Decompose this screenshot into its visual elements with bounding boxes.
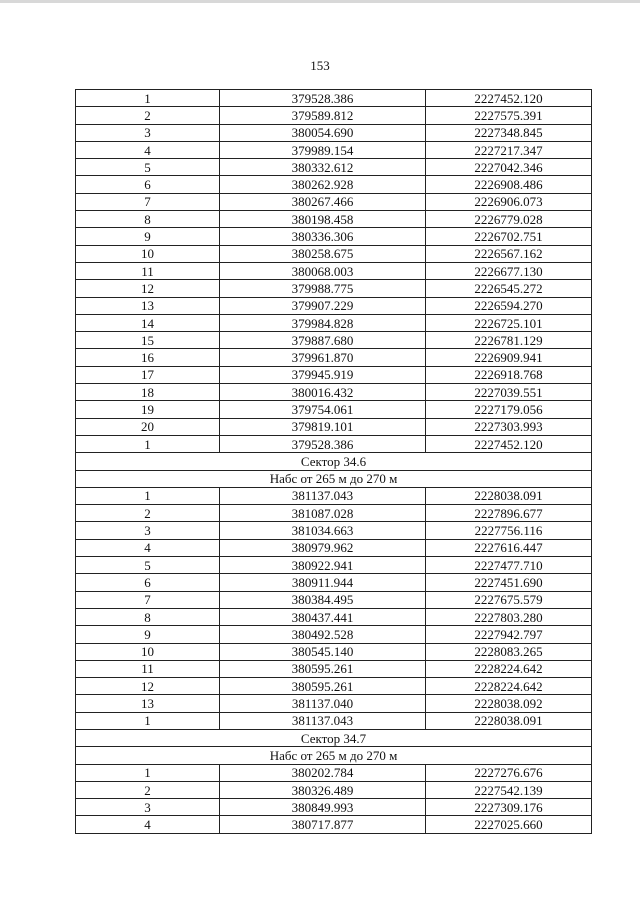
x-coordinate-cell: 379887.680 xyxy=(220,332,426,349)
point-number-cell: 4 xyxy=(76,539,220,556)
coordinates-table xyxy=(75,89,592,834)
x-coordinate-cell: 380922.941 xyxy=(220,557,426,574)
point-number-cell: 6 xyxy=(76,176,220,193)
y-coordinate-cell: 2227675.579 xyxy=(426,591,592,608)
y-coordinate-cell: 2227451.690 xyxy=(426,574,592,591)
table-row xyxy=(76,505,592,522)
x-coordinate-cell: 380068.003 xyxy=(220,262,426,279)
table-row xyxy=(76,297,592,314)
table-row xyxy=(76,418,592,435)
x-coordinate-cell: 380384.495 xyxy=(220,591,426,608)
section-header-row xyxy=(76,729,592,746)
x-coordinate-cell: 380492.528 xyxy=(220,626,426,643)
point-number-cell: 20 xyxy=(76,418,220,435)
x-coordinate-cell: 380437.441 xyxy=(220,608,426,625)
y-coordinate-cell: 2227756.116 xyxy=(426,522,592,539)
point-number-cell: 7 xyxy=(76,591,220,608)
point-number-cell: 8 xyxy=(76,211,220,228)
point-number-cell: 8 xyxy=(76,608,220,625)
table-row xyxy=(76,193,592,210)
page-number: 153 xyxy=(310,58,330,73)
x-coordinate-cell: 380336.306 xyxy=(220,228,426,245)
point-number-cell: 19 xyxy=(76,401,220,418)
point-number-cell: 12 xyxy=(76,280,220,297)
point-number-cell: 7 xyxy=(76,193,220,210)
y-coordinate-cell: 2227303.993 xyxy=(426,418,592,435)
y-coordinate-cell: 2227477.710 xyxy=(426,557,592,574)
table-row xyxy=(76,262,592,279)
y-coordinate-cell: 2227616.447 xyxy=(426,539,592,556)
y-coordinate-cell: 2226779.028 xyxy=(426,211,592,228)
table-row xyxy=(76,435,592,452)
x-coordinate-cell: 380202.784 xyxy=(220,764,426,781)
x-coordinate-cell: 380595.261 xyxy=(220,678,426,695)
x-coordinate-cell: 381087.028 xyxy=(220,505,426,522)
table-row xyxy=(76,816,592,833)
y-coordinate-cell: 2227896.677 xyxy=(426,505,592,522)
y-coordinate-cell: 2227942.797 xyxy=(426,626,592,643)
x-coordinate-cell: 380326.489 xyxy=(220,781,426,798)
section-header-cell: Сектор 34.6 xyxy=(76,453,592,470)
y-coordinate-cell: 2227042.346 xyxy=(426,159,592,176)
x-coordinate-cell: 379907.229 xyxy=(220,297,426,314)
point-number-cell: 9 xyxy=(76,228,220,245)
x-coordinate-cell: 381137.040 xyxy=(220,695,426,712)
y-coordinate-cell: 2227575.391 xyxy=(426,107,592,124)
point-number-cell: 6 xyxy=(76,574,220,591)
table-row xyxy=(76,781,592,798)
point-number-cell: 16 xyxy=(76,349,220,366)
point-number-cell: 11 xyxy=(76,262,220,279)
table-row xyxy=(76,366,592,383)
table-row xyxy=(76,159,592,176)
point-number-cell: 5 xyxy=(76,159,220,176)
table-row xyxy=(76,539,592,556)
x-coordinate-cell: 380911.944 xyxy=(220,574,426,591)
x-coordinate-cell: 379589.812 xyxy=(220,107,426,124)
y-coordinate-cell: 2227348.845 xyxy=(426,124,592,141)
table-row xyxy=(76,591,592,608)
x-coordinate-cell: 380849.993 xyxy=(220,799,426,816)
point-number-cell: 11 xyxy=(76,660,220,677)
table-row xyxy=(76,522,592,539)
table-row xyxy=(76,712,592,729)
x-coordinate-cell: 379528.386 xyxy=(220,435,426,452)
table-row xyxy=(76,695,592,712)
point-number-cell: 1 xyxy=(76,712,220,729)
section-header-row xyxy=(76,453,592,470)
table-row xyxy=(76,211,592,228)
table-row xyxy=(76,401,592,418)
y-coordinate-cell: 2226702.751 xyxy=(426,228,592,245)
y-coordinate-cell: 2227179.056 xyxy=(426,401,592,418)
y-coordinate-cell: 2227276.676 xyxy=(426,764,592,781)
point-number-cell: 2 xyxy=(76,107,220,124)
table-row xyxy=(76,608,592,625)
table-row xyxy=(76,764,592,781)
y-coordinate-cell: 2227803.280 xyxy=(426,608,592,625)
table-row xyxy=(76,626,592,643)
y-coordinate-cell: 2226781.129 xyxy=(426,332,592,349)
table-row xyxy=(76,141,592,158)
x-coordinate-cell: 379754.061 xyxy=(220,401,426,418)
point-number-cell: 18 xyxy=(76,384,220,401)
y-coordinate-cell: 2228038.091 xyxy=(426,487,592,504)
table-row xyxy=(76,90,592,107)
y-coordinate-cell: 2228224.642 xyxy=(426,678,592,695)
x-coordinate-cell: 381137.043 xyxy=(220,487,426,504)
y-coordinate-cell: 2228083.265 xyxy=(426,643,592,660)
point-number-cell: 2 xyxy=(76,505,220,522)
table-row xyxy=(76,245,592,262)
x-coordinate-cell: 380979.962 xyxy=(220,539,426,556)
point-number-cell: 9 xyxy=(76,626,220,643)
x-coordinate-cell: 379988.775 xyxy=(220,280,426,297)
y-coordinate-cell: 2228224.642 xyxy=(426,660,592,677)
point-number-cell: 4 xyxy=(76,141,220,158)
x-coordinate-cell: 379819.101 xyxy=(220,418,426,435)
y-coordinate-cell: 2227452.120 xyxy=(426,435,592,452)
table-row xyxy=(76,660,592,677)
table-row xyxy=(76,176,592,193)
table-row xyxy=(76,314,592,331)
y-coordinate-cell: 2226906.073 xyxy=(426,193,592,210)
x-coordinate-cell: 380267.466 xyxy=(220,193,426,210)
point-number-cell: 1 xyxy=(76,90,220,107)
y-coordinate-cell: 2226918.768 xyxy=(426,366,592,383)
table-row xyxy=(76,557,592,574)
point-number-cell: 2 xyxy=(76,781,220,798)
x-coordinate-cell: 380054.690 xyxy=(220,124,426,141)
point-number-cell: 13 xyxy=(76,695,220,712)
point-number-cell: 14 xyxy=(76,314,220,331)
x-coordinate-cell: 379989.154 xyxy=(220,141,426,158)
table-row xyxy=(76,384,592,401)
table-row xyxy=(76,349,592,366)
coordinates-table-body xyxy=(76,90,592,834)
x-coordinate-cell: 380016.432 xyxy=(220,384,426,401)
y-coordinate-cell: 2226909.941 xyxy=(426,349,592,366)
point-number-cell: 4 xyxy=(76,816,220,833)
point-number-cell: 15 xyxy=(76,332,220,349)
point-number-cell: 3 xyxy=(76,799,220,816)
x-coordinate-cell: 380198.458 xyxy=(220,211,426,228)
x-coordinate-cell: 379528.386 xyxy=(220,90,426,107)
table-row xyxy=(76,678,592,695)
y-coordinate-cell: 2226545.272 xyxy=(426,280,592,297)
x-coordinate-cell: 381034.663 xyxy=(220,522,426,539)
y-coordinate-cell: 2226594.270 xyxy=(426,297,592,314)
section-header-row xyxy=(76,747,592,764)
x-coordinate-cell: 380332.612 xyxy=(220,159,426,176)
y-coordinate-cell: 2227452.120 xyxy=(426,90,592,107)
point-number-cell: 10 xyxy=(76,245,220,262)
table-row xyxy=(76,799,592,816)
section-header-cell: Сектор 34.7 xyxy=(76,729,592,746)
table-row xyxy=(76,643,592,660)
x-coordinate-cell: 379984.828 xyxy=(220,314,426,331)
x-coordinate-cell: 381137.043 xyxy=(220,712,426,729)
point-number-cell: 12 xyxy=(76,678,220,695)
y-coordinate-cell: 2227542.139 xyxy=(426,781,592,798)
x-coordinate-cell: 380717.877 xyxy=(220,816,426,833)
table-row xyxy=(76,332,592,349)
table-row xyxy=(76,124,592,141)
point-number-cell: 3 xyxy=(76,124,220,141)
x-coordinate-cell: 380262.928 xyxy=(220,176,426,193)
section-header-row xyxy=(76,470,592,487)
table-row xyxy=(76,574,592,591)
section-header-cell: Набс от 265 м до 270 м xyxy=(76,470,592,487)
point-number-cell: 13 xyxy=(76,297,220,314)
y-coordinate-cell: 2228038.092 xyxy=(426,695,592,712)
x-coordinate-cell: 380258.675 xyxy=(220,245,426,262)
x-coordinate-cell: 380545.140 xyxy=(220,643,426,660)
x-coordinate-cell: 379945.919 xyxy=(220,366,426,383)
y-coordinate-cell: 2227025.660 xyxy=(426,816,592,833)
y-coordinate-cell: 2226725.101 xyxy=(426,314,592,331)
y-coordinate-cell: 2227309.176 xyxy=(426,799,592,816)
point-number-cell: 1 xyxy=(76,487,220,504)
y-coordinate-cell: 2226677.130 xyxy=(426,262,592,279)
point-number-cell: 1 xyxy=(76,435,220,452)
scan-top-edge xyxy=(0,0,640,3)
section-header-cell: Набс от 265 м до 270 м xyxy=(76,747,592,764)
point-number-cell: 1 xyxy=(76,764,220,781)
y-coordinate-cell: 2227217.347 xyxy=(426,141,592,158)
y-coordinate-cell: 2227039.551 xyxy=(426,384,592,401)
y-coordinate-cell: 2226908.486 xyxy=(426,176,592,193)
table-row xyxy=(76,228,592,245)
x-coordinate-cell: 379961.870 xyxy=(220,349,426,366)
y-coordinate-cell: 2228038.091 xyxy=(426,712,592,729)
table-row xyxy=(76,487,592,504)
table-row xyxy=(76,107,592,124)
point-number-cell: 17 xyxy=(76,366,220,383)
point-number-cell: 10 xyxy=(76,643,220,660)
table-row xyxy=(76,280,592,297)
point-number-cell: 5 xyxy=(76,557,220,574)
y-coordinate-cell: 2226567.162 xyxy=(426,245,592,262)
x-coordinate-cell: 380595.261 xyxy=(220,660,426,677)
point-number-cell: 3 xyxy=(76,522,220,539)
